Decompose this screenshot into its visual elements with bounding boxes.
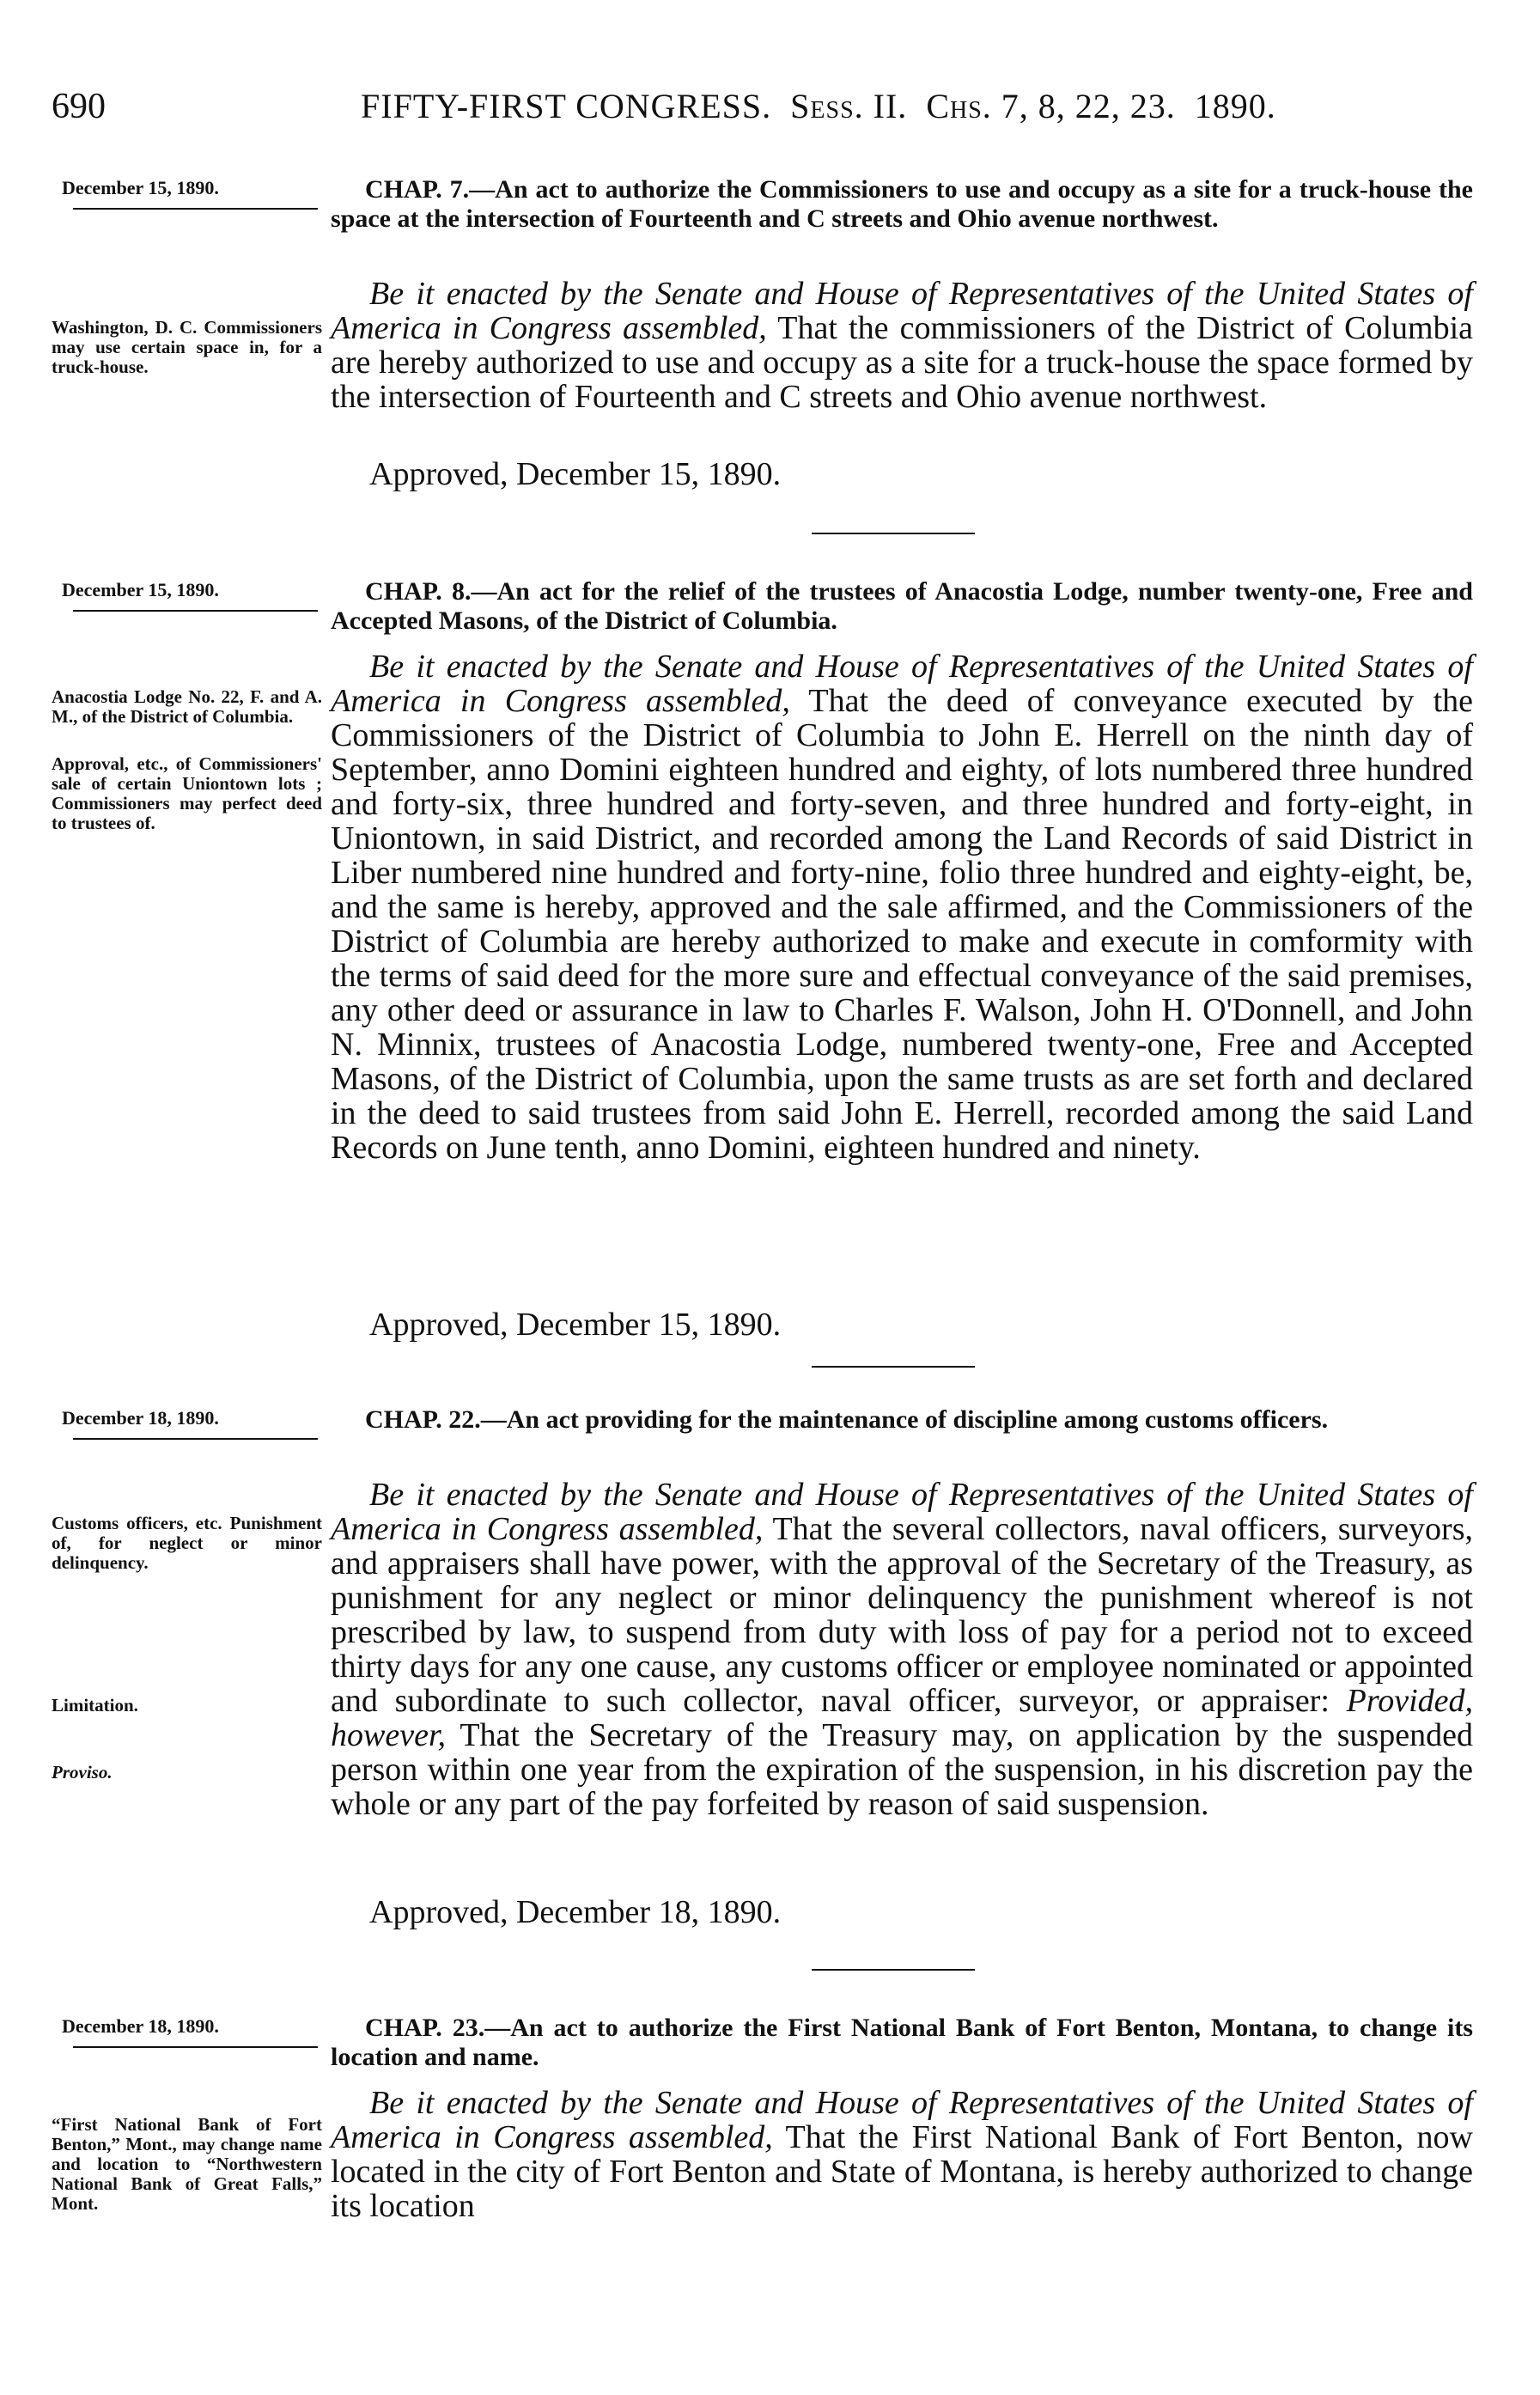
chapter-body-text: That the deed of conveyance executed by the Commissioners of the District of Columbia to John E. Herrell on the ninth day of September, anno Domini eighteen hundred and eighty, of lots numbered three hundred and forty-six, three hundred and forty-seven, and three hundred and forty-eight, in Uniontown, in said District, and recorded among the Land Records of said District in Liber numbered nine hundred and forty-nine, folio three hundred and eighty-eight, be, and the same is hereby, approved and the sale affirmed, and the Commissioners of the District of Columbia are hereby authorized to make and execute in comformity with the terms of said deed for the more sure and effectual conveyance of the said premises, any other deed or assurance in law to Charles F. Walson, John H. O'Donnell, and John N. Minnix, trustees of Anacostia Lodge, numbered twenty-one, Free and Accepted Masons, of the District of Columbia, upon the same trusts as are set forth and declared in the deed to said trustees from said John E. Herrell, recorded among the said Land Records on June tenth, anno Domini, eighteen hundred and ninety. — [331, 683, 1474, 1166]
chapter-date: December 18, 1890. — [62, 1407, 219, 1429]
date-rule — [73, 1438, 318, 1440]
chapter-title-text: —An act for the relief of the trustees of Anacostia Lodge, number twenty-one, Free and Accepted Masons, of the District of Columbia. — [331, 577, 1473, 635]
chapter-body-text: That the First National Bank of Fort Benton, now located in the city of Fort Benton and State of Montana, is hereby authorized to change its location — [331, 2119, 1474, 2224]
chapter-label: CHAP. 23. — [365, 2014, 485, 2042]
date-rule — [73, 610, 318, 612]
side-note: Approval, etc., of Commissioners' sale of certain Uniontown lots ; Commissioners may perfect deed to trustees of. — [52, 753, 322, 833]
chapter-body — [331, 649, 1473, 1165]
running-title — [361, 86, 1276, 126]
enacting-clause: Be it enacted by the Senate and House of Representatives of the United States of America in Congress assembled, — [331, 2085, 1473, 2155]
side-note: Proviso. — [52, 1762, 113, 1783]
year-label: 1890. — [1194, 87, 1276, 125]
proviso-clause: Provided, however, — [331, 1683, 1473, 1753]
approved-line: Approved, December 15, 1890. — [369, 1307, 782, 1343]
separator-rule — [812, 1969, 975, 1971]
enacting-clause: Be it enacted by the Senate and House of Representatives of the United States of America in Congress assembled, — [331, 276, 1473, 346]
chapter-label: CHAP. 7. — [365, 175, 470, 204]
date-rule — [73, 208, 318, 210]
chapter-date: December 15, 1890. — [62, 177, 219, 198]
separator-rule — [812, 533, 975, 534]
chapter-body — [331, 1478, 1473, 1821]
chapter-body — [331, 2086, 1473, 2223]
chapter-body-text: That the commissioners of the District of Columbia are hereby authorized to use and occupy as a site for a truck-house the space formed by the intersection of Fourteenth and C streets and Ohio avenue northwest. — [331, 310, 1474, 415]
chapter-body — [331, 277, 1473, 414]
chapter-label: CHAP. 22. — [365, 1405, 481, 1434]
session-label: Sess. II. — [790, 87, 908, 125]
chapters-label: Chs. 7, 8, 22, 23. — [926, 87, 1176, 125]
congress-label: FIFTY-FIRST CONGRESS. — [361, 87, 772, 125]
side-note: “First National Bank of Fort Benton,” Mont., may change name and location to “Northwestern National Bank of Great Falls,” Mont. — [52, 2114, 322, 2214]
chapter-title — [331, 577, 1473, 636]
chapter-date: December 15, 1890. — [62, 579, 219, 600]
chapter-body-text: That the several collectors, naval officers, surveyors, and appraisers shall have power, with the approval of the Secretary of the Treasury, as punishment for any neglect or minor delinquency the punishment whereof is not prescribed by law, to suspend from duty with loss of pay for a period not to exceed thirty days for any one cause, any customs officer or employee nominated or appointed and subordinate to such collector, naval officer, surveyor, or appraiser: — [331, 1511, 1474, 1719]
side-note: Customs officers, etc. Punishment of, for neglect or minor delinquency. — [52, 1513, 322, 1573]
side-note: Limitation. — [52, 1695, 138, 1716]
running-header — [52, 86, 1460, 127]
side-note: Anacostia Lodge No. 22, F. and A. M., of the District of Columbia. — [52, 686, 322, 727]
date-rule — [73, 2046, 318, 2048]
enacting-clause: Be it enacted by the Senate and House of Representatives of the United States of America in Congress assembled, — [331, 649, 1473, 719]
approved-line: Approved, December 18, 1890. — [369, 1894, 782, 1930]
chapter-title — [331, 175, 1473, 234]
chapter-title — [331, 1405, 1473, 1435]
enacting-clause: Be it enacted by the Senate and House of Representatives of the United States of America in Congress assembled, — [331, 1477, 1473, 1547]
chapter-body-text: That the Secretary of the Treasury may, on application by the suspended person within one year from the expiration of the suspension, in his discretion pay the whole or any part of the pay forfeited by reason of said suspension. — [331, 1717, 1473, 1822]
separator-rule — [812, 1366, 975, 1368]
chapter-date: December 18, 1890. — [62, 2015, 219, 2037]
chapter-title-text: —An act to authorize the First National Bank of Fort Benton, Montana, to change its location and name. — [331, 2014, 1473, 2071]
page-number: 690 — [52, 87, 106, 126]
chapter-label: CHAP. 8. — [365, 577, 472, 606]
chapter-title-text: —An act providing for the maintenance of discipline among customs officers. — [480, 1405, 1329, 1434]
approved-line: Approved, December 15, 1890. — [369, 456, 782, 492]
chapter-title — [331, 2014, 1473, 2072]
chapter-title-text: —An act to authorize the Commissioners to use and occupy as a site for a truck-house the space at the intersection of Fourteenth and C streets and Ohio avenue northwest. — [331, 175, 1473, 233]
side-note: Washington, D. C. Commissioners may use certain space in, for a truck-house. — [52, 317, 322, 377]
